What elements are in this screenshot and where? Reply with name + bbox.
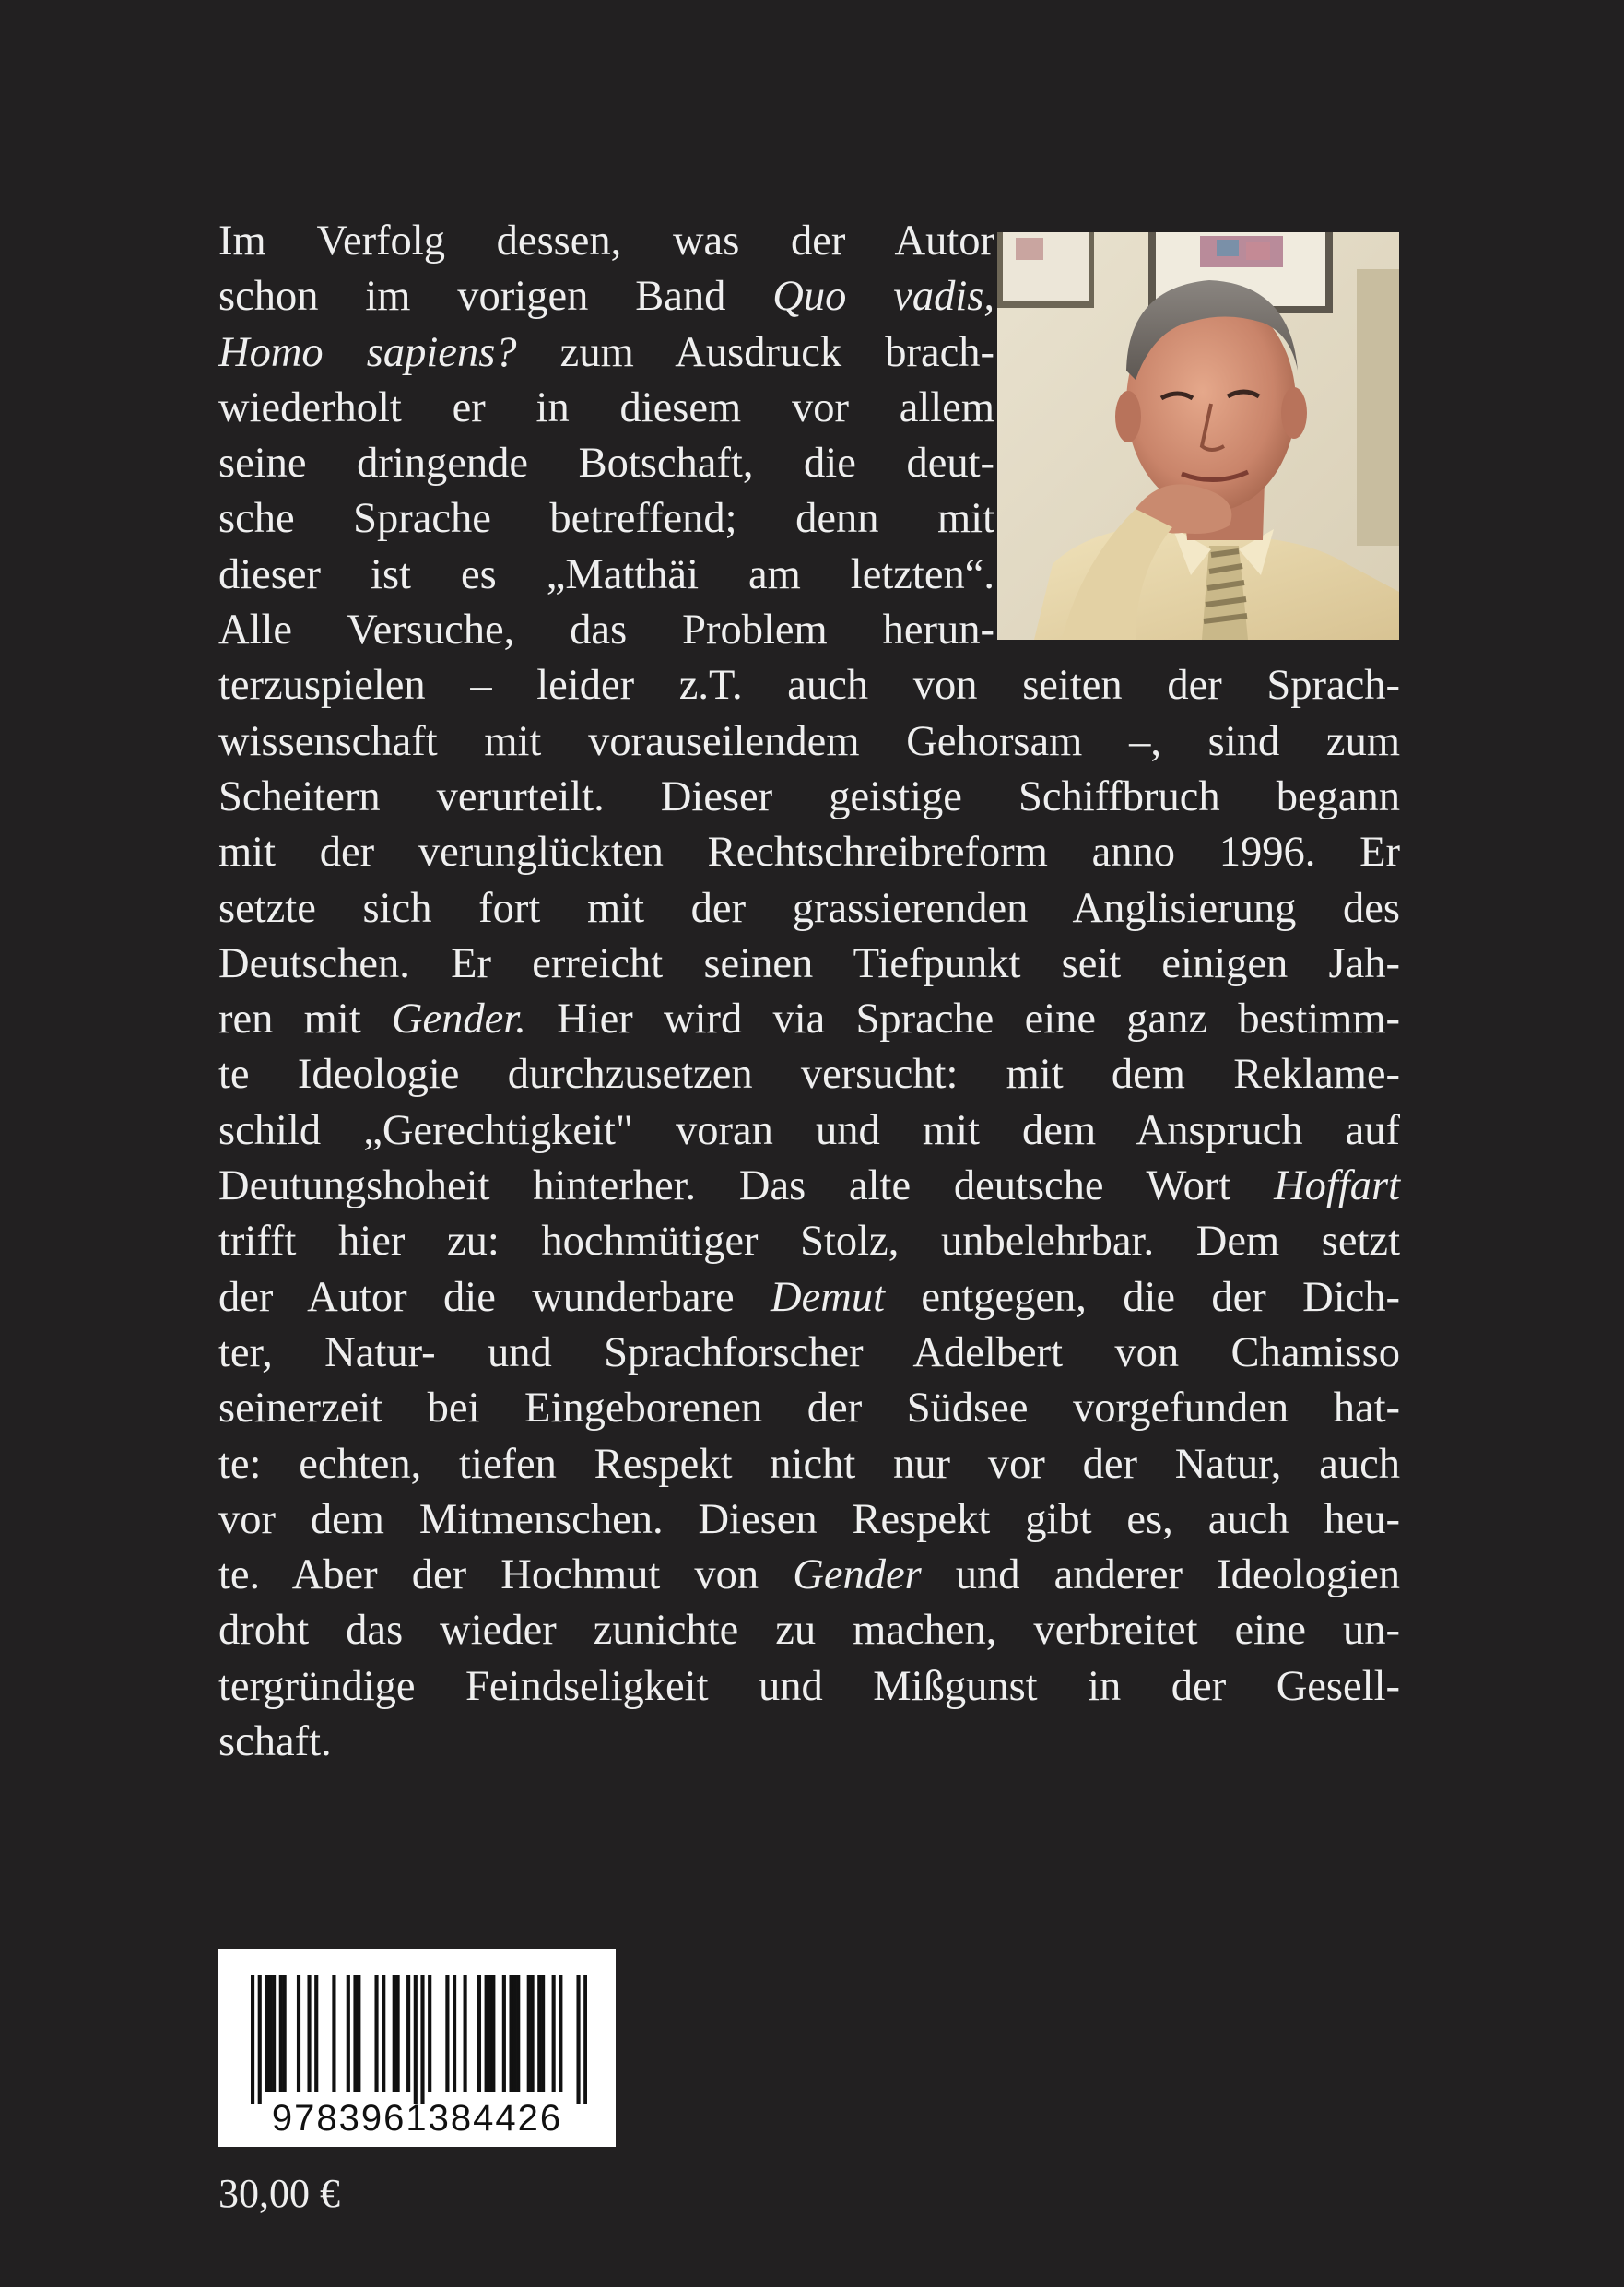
blurb-line: mit der verunglückten Rechtschreibreform anno 1996. Er <box>218 829 1400 877</box>
barcode-bar <box>251 1975 254 2104</box>
blurb-line: wissenschaft mit vorauseilendem Gehorsam –, sind zum <box>218 717 1400 765</box>
barcode-bar <box>420 1975 424 2104</box>
blurb-line: Scheitern verurteilt. Dieser geistige Schiffbruch begann <box>218 772 1400 820</box>
barcode-bar <box>502 1975 506 2092</box>
author-photo <box>997 232 1399 640</box>
barcode-bar <box>576 1975 580 2104</box>
barcode-bar <box>583 1975 587 2104</box>
blurb-line: schild „Gerechtigkeit" voran und mit dem Anspruch auf <box>218 1106 1400 1154</box>
blurb-line: dieser ist es „Matthäi am letzten“. <box>218 550 994 598</box>
book-title-homo-sapiens: Homo sapiens? <box>218 328 517 376</box>
blurb-line-text: der Autor die wunderbare <box>218 1273 771 1321</box>
barcode-bar <box>406 1975 410 2092</box>
term-gender-2: Gender <box>793 1551 922 1599</box>
barcode-bar <box>347 1975 350 2092</box>
blurb-line: vor dem Mitmenschen. Diesen Respekt gibt es, auch heu- <box>218 1495 1400 1543</box>
blurb-line-text: entgegen, die der Dich- <box>885 1273 1400 1321</box>
barcode-bar <box>374 1975 378 2092</box>
barcode-bar <box>382 1975 385 2092</box>
barcode-bar <box>512 1975 516 2092</box>
blurb-line: Deutschen. Er erreicht seinen Tiefpunkt seit einigen Jah- <box>218 939 1400 987</box>
barcode-bar <box>357 1975 360 2092</box>
blurb-line: setzte sich fort mit der grassierenden Anglisierung des <box>218 884 1400 932</box>
barcode-bar <box>353 1975 357 2092</box>
blurb-line-text: zum Ausdruck brach- <box>516 328 994 376</box>
blurb-line <box>218 1270 1400 1326</box>
barcode-bar <box>314 1975 318 2092</box>
blurb-line-text: und anderer Ideologien <box>921 1551 1400 1599</box>
barcode-bars <box>251 1975 587 2113</box>
blurb-line-text: Deutungshoheit hinterher. Das alte deutsche Wort <box>218 1162 1275 1210</box>
book-title-quo-vadis: Quo vadis, <box>772 273 994 321</box>
barcode-bar <box>488 1975 491 2092</box>
barcode-bar <box>396 1975 400 2092</box>
barcode-bar <box>307 1975 311 2092</box>
barcode-bar <box>509 1975 512 2092</box>
isbn-barcode <box>218 1949 616 2147</box>
isbn-number: 9783961384426 <box>271 2098 563 2139</box>
price-label: 30,00 € <box>218 2171 340 2216</box>
barcode-bar <box>541 1975 545 2092</box>
barcode-bar <box>272 1975 276 2092</box>
barcode-bar <box>258 1975 262 2104</box>
barcode-bar <box>283 1975 287 2092</box>
blurb-line: te Ideologie durchzusetzen versucht: mit dem Reklame- <box>218 1051 1400 1099</box>
blurb-line <box>218 1548 1400 1603</box>
barcode-bar <box>464 1975 467 2092</box>
barcode-bar <box>491 1975 495 2092</box>
blurb-line: sche Sprache betreffend; denn mit <box>218 495 994 543</box>
blurb-line: droht das wieder zunichte zu machen, verbreitet eine un- <box>218 1607 1400 1655</box>
blurb-line: trifft hier zu: hochmütiger Stolz, unbelehrbar. Dem setzt <box>218 1218 1400 1266</box>
blurb-line <box>218 269 994 324</box>
barcode-bar <box>279 1975 283 2092</box>
term-gender: Gender. <box>391 996 526 1043</box>
blurb-line: seinerzeit bei Eingeborenen der Südsee vorgefunden hat- <box>218 1385 1400 1432</box>
barcode-bar <box>297 1975 300 2092</box>
barcode-bar <box>477 1975 481 2092</box>
barcode-bar <box>559 1975 562 2092</box>
barcode-bar <box>485 1975 488 2092</box>
barcode-bar <box>445 1975 449 2092</box>
blurb-line: Alle Versuche, das Problem herun- <box>218 607 994 654</box>
barcode-bar <box>531 1975 535 2092</box>
blurb-line: Im Verfolg dessen, was der Autor <box>218 218 994 265</box>
barcode-bar <box>527 1975 531 2092</box>
term-hoffart: Hoffart <box>1274 1162 1400 1210</box>
barcode-bar <box>428 1975 431 2092</box>
term-demut: Demut <box>771 1273 886 1321</box>
barcode-bar <box>414 1975 418 2104</box>
blurb-line: te: echten, tiefen Respekt nicht nur vor der Natur, auch <box>218 1440 1400 1488</box>
barcode-bar <box>516 1975 520 2092</box>
barcode-bar <box>265 1975 268 2092</box>
author-portrait-image <box>997 232 1399 640</box>
blurb-line-text: schon im vorigen Band <box>218 273 773 321</box>
barcode-bar <box>393 1975 396 2092</box>
blurb-line: tergründige Feindseligkeit und Mißgunst in der Gesell- <box>218 1662 1400 1710</box>
blurb-line-text: Hier wird via Sprache eine ganz bestimm- <box>525 996 1400 1043</box>
barcode-bar <box>268 1975 272 2092</box>
barcode-bar <box>537 1975 541 2092</box>
blurb-line: wiederholt er in diesem vor allem <box>218 383 994 431</box>
blurb-line: terzuspielen – leider z.T. auch von seiten der Sprach- <box>218 662 1400 710</box>
blurb-line <box>218 325 994 381</box>
blurb-line-text: ren mit <box>218 996 392 1043</box>
blurb-line <box>218 992 1400 1047</box>
blurb-line-text: te. Aber der Hochmut von <box>218 1551 794 1599</box>
blurb-line: schaft. <box>218 1718 332 1766</box>
barcode-bar <box>453 1975 456 2092</box>
blurb-line <box>218 1159 1400 1214</box>
barcode-bar <box>332 1975 335 2092</box>
blurb-line: ter, Natur- und Sprachforscher Adelbert von Chamisso <box>218 1328 1400 1376</box>
barcode-bar <box>552 1975 556 2092</box>
blurb-line: seine dringende Botschaft, die deut- <box>218 440 994 488</box>
